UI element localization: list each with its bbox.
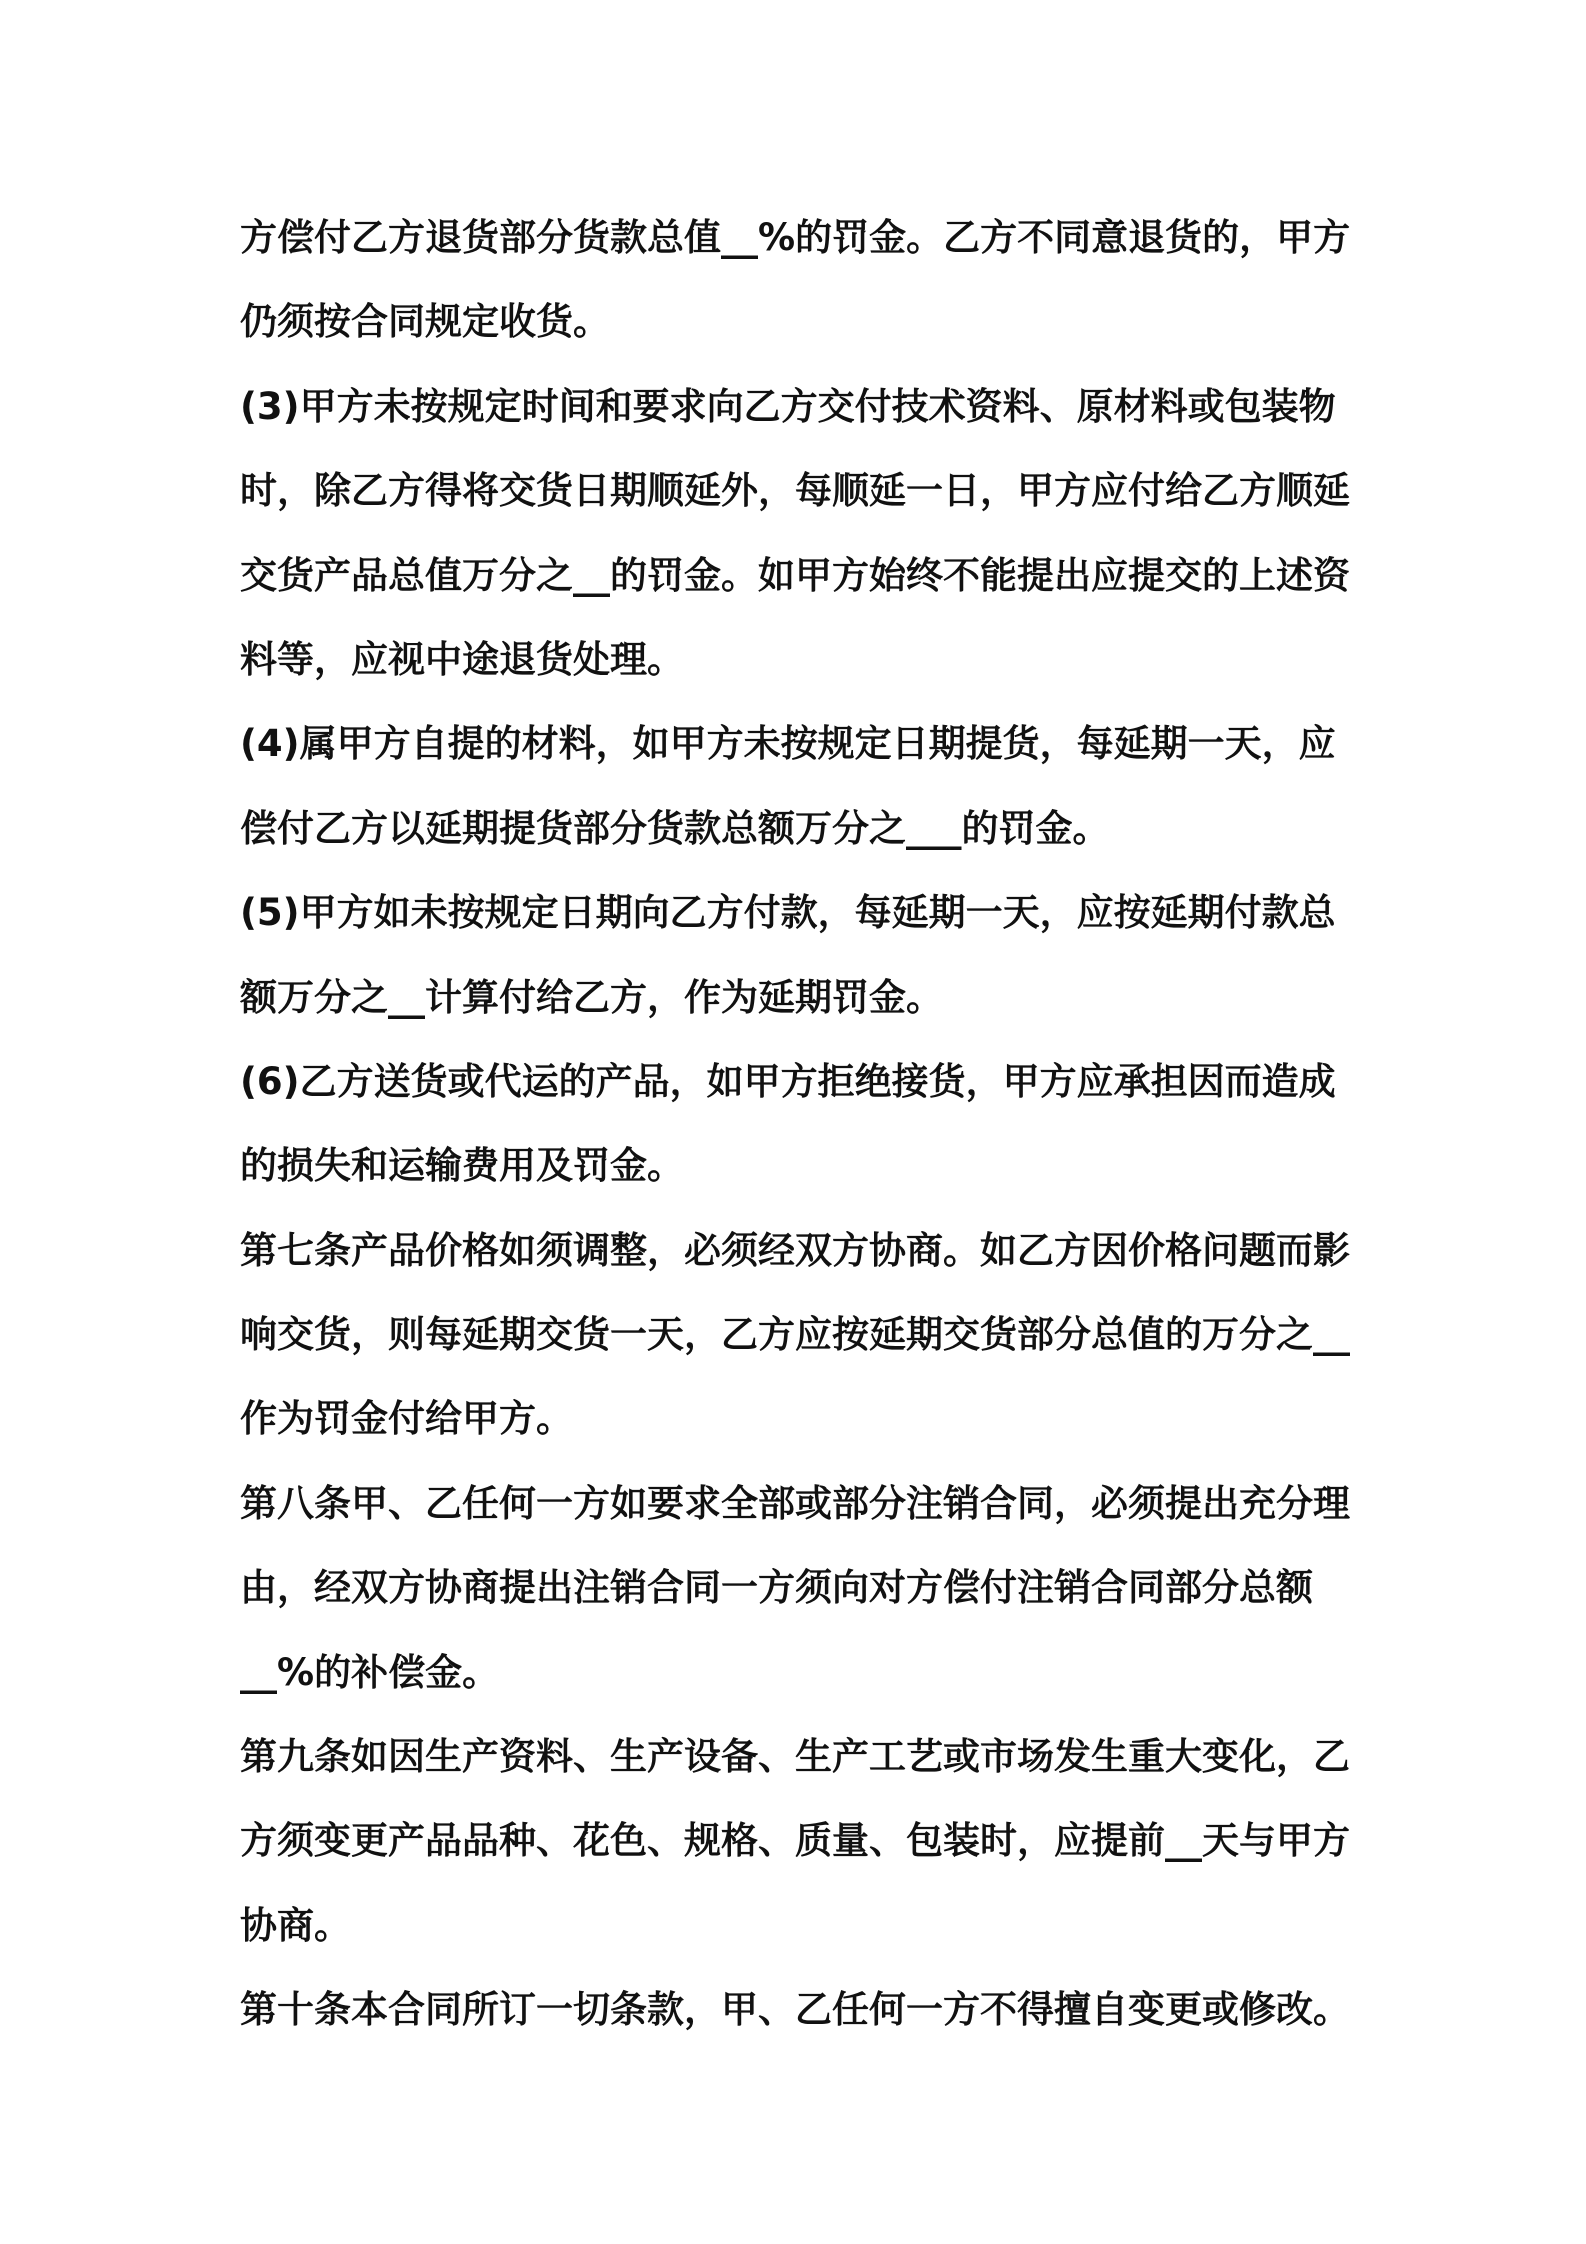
text-line-15: 作为罚金付给甲方。	[240, 1397, 573, 1441]
text-line-8: 偿付乙方以延期提货部分货款总额万分之___的罚金。	[240, 806, 1110, 850]
document-body	[240, 196, 1360, 2053]
text-line-6: 料等，应视中途退货处理。	[240, 637, 684, 681]
text-line-17: 由，经双方协商提出注销合同一方须向对方偿付注销合同部分总额	[240, 1566, 1313, 1610]
text-line-22: 第十条本合同所订一切条款，甲、乙任何一方不得擅自变更或修改。	[240, 1988, 1350, 2032]
text-line-12: 的损失和运输费用及罚金。	[240, 1144, 684, 1188]
text-line-14: 响交货，则每延期交货一天，乙方应按延期交货部分总值的万分之__	[240, 1313, 1350, 1357]
text-line-3: (3)甲方未按规定时间和要求向乙方交付技术资料、原材料或包装物	[240, 384, 1336, 428]
text-line-7: (4)属甲方自提的材料，如甲方未按规定日期提货，每延期一天，应	[240, 722, 1336, 766]
text-line-19: 第九条如因生产资料、生产设备、生产工艺或市场发生重大变化，乙	[240, 1735, 1350, 1779]
text-line-21: 协商。	[240, 1903, 351, 1947]
text-line-1: 方偿付乙方退货部分货款总值__%的罚金。乙方不同意退货的，甲方	[240, 216, 1351, 259]
text-line-9: (5)甲方如未按规定日期向乙方付款，每延期一天，应按延期付款总	[240, 891, 1336, 935]
text-line-16: 第八条甲、乙任何一方如要求全部或部分注销合同，必须提出充分理	[240, 1481, 1350, 1525]
text-line-11: (6)乙方送货或代运的产品，如甲方拒绝接货，甲方应承担因而造成	[240, 1059, 1336, 1103]
text-line-18: __%的补偿金。	[240, 1650, 500, 1694]
text-line-20: 方须变更产品品种、花色、规格、质量、包装时，应提前__天与甲方	[240, 1819, 1350, 1863]
text-line-13: 第七条产品价格如须调整，必须经双方协商。如乙方因价格问题而影	[240, 1228, 1350, 1272]
text-line-2: 仍须按合同规定收货。	[240, 300, 610, 344]
text-line-5: 交货产品总值万分之__的罚金。如甲方始终不能提出应提交的上述资	[240, 553, 1350, 597]
text-line-4: 时，除乙方得将交货日期顺延外，每顺延一日，甲方应付给乙方顺延	[240, 469, 1350, 513]
text-line-10: 额万分之__计算付给乙方，作为延期罚金。	[240, 975, 943, 1019]
